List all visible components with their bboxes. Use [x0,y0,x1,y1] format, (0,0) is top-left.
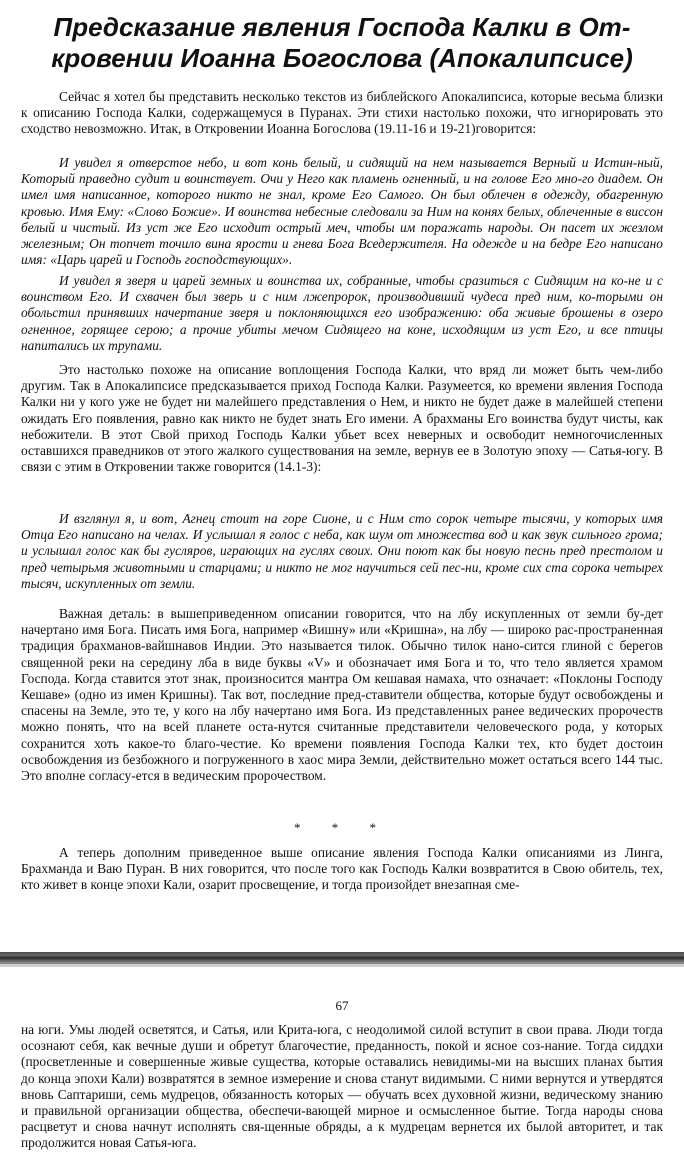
kalki-comparison-paragraph: Это настолько похоже на описание воплощения Господа Калки, что вряд ли может быть чем-либо другим. Так в Апокалипсисе предсказывается приход Господа Калки. Разумеется, ко времени явления Господа Калки ни у кого уже не будет ни малейшего представления о Нем, и никто не будет даже в малейшей степени ожидать Его появления, равно как никто не будет знать Его имени. А брахманы Его воинства будут чисты, как небожители. В этот Свой приход Господь Калки убьет всех неверных и освободит немногочисленных оставшихся праведников от этого жалкого существования на земле, вернув ее в Золотую эпоху — Сатья-югу. В связи с этим в Откровении также говорится (14.1-3): [21,362,663,475]
section-divider-stars: * * * [294,820,390,835]
puranas-paragraph: А теперь дополним приведенное выше описание явления Господа Калки описаниями из Линга, Брахманда и Ваю Пуран. В них говорится, что после того как Господь Калки возвратится в Свою обитель, тех, кто живет в конце эпохи Кали, озарит просвещение, и тогда произойдет внезапная сме- [21,845,663,893]
page-number: 67 [335,998,349,1013]
intro-paragraph: Сейчас я хотел бы представить несколько текстов из библейского Апокалипсиса, которые весьма близки к описанию Господа Калки, содержащемуся в Пуранах. Эти стихи настолько похожи, что игнорировать это сходство невозможно. Итак, в Откровении Иоанна Богослова (19.11-16 и 19-21)говорится: [21,89,663,137]
revelation-quote-19-19-21: И увидел я зверя и царей земных и воинства их, собранные, чтобы сразиться с Сидящим на ко-не и с воинством Его. И схвачен был зверь и с ним лжепророк, производивший чудеса пред ним, ко-торыми он обольстил принявших начертание зверя и поклоняющихся его изображению: оба живые брошены в озеро огненное, горящее серою; а прочие убиты мечом Сидящего на коне, исходящим из уст Его, и все птицы напитались их трупами. [21,273,663,353]
satya-yuga-paragraph: на юги. Умы людей осветятся, и Сатья, или Крита-юга, с неодолимой силой вступит в свои права. Люди тогда осознают себя, как вечные души и обретут благочестие, преданность, покой и ясное соз-нание. Тогда сиддхи (просветленные и совершенные живые существа, которые оставались невидимы-ми на высших планах бытия до конца эпохи Кали) возвратятся в земное измерение и снова станут видимыми. С ними вернутся и утвердятся вновь Саптариши, семь мудрецов, обязанность которых — обучать всех духовной жизни, ведическому знанию и правильной организации общества, обеспечи-вающей мирное и осмысленное бытие. Тогда народы снова расцветут и снова начнут исполнять свя-щенные обряды, а к мудрецам вернется их былой авторитет, и так продолжится новая Сатья-юга. [21,1022,663,1151]
tilak-detail-paragraph: Важная деталь: в вышеприведенном описании говорится, что на лбу искупленных от земли бу-дет начертано имя Бога. Писать имя Бога, например «Вишну» или «Кришна», на лбу — широко рас-пространенная традиция брахманов-вайшнавов Индии. Это называется тилок. Обычно тилок нано-сится глиной с берегов священной реки на середину лба в виде буквы «V» и обозначает имя Бога и то, что тело является храмом Господа. Когда ставится этот знак, произносится мантра Ом кешавая намаха, что означает: «Поклоны Господу Кешаве» (одно из имен Кришны). Так вот, последние пред-ставители общества, которые будут освобождены и спасены на Земле, это те, у кого на лбу начертано имя Бога. Из представленных ранее ведических пророчеств можно понять, что на всей планете оста-нутся считанные представители человеческого рода, у которых сохранится хоть какое-то благо-честие. Ко времени появления Господа Калки тех, кто будет достоин освобождения из безбожного и погруженного в хаос мира Земли, действительно может остаться всего 144 тыс. Это вполне согласу-ется в ведическим пророчеством. [21,606,663,784]
revelation-quote-14-1-3: И взглянул я, и вот, Агнец стоит на горе Сионе, и с Ним сто сорок четыре тысячи, у которых имя Отца Его написано на челах. И услышал я голос с неба, как шум от множества вод и как звук сильного грома; и услышал голос как бы гусляров, играющих на гуслях своих. Они поют как бы новую песнь пред престолом и пред четырьмя животными и старцами; и никто не мог научиться сей пес-ни, кроме сих ста сорока четырех тысяч, искупленных от земли. [21,511,663,591]
page-separator-shadow [0,964,684,967]
chapter-title: Предсказание явления Господа Калки в От-кровении Иоанна Богослова (Апокалипсисе) [51,12,633,73]
page-separator-bar [0,952,684,964]
revelation-quote-19-11-16: И увидел я отверстое небо, и вот конь белый, и сидящий на нем называется Верный и Истин-ный, Который праведно судит и воинствует. Очи у Него как пламень огненный, и на голове Его мно-го диадем. Он имел имя написанное, которого никто не знал, кроме Его Самого. Он был облечен в одежду, обагренную кровью. Имя Ему: «Слово Божие». И воинства небесные следовали за Ним на конях белых, облеченные в виссон белый и чистый. Из уст же Его исходит острый меч, чтобы им поражать народы. Он пасет их жезлом железным; Он топчет точило вина ярости и гнева Бога Вседержителя. На одежде и на бедре Его написано имя: «Царь царей и Господь господствующих». [21,155,663,268]
